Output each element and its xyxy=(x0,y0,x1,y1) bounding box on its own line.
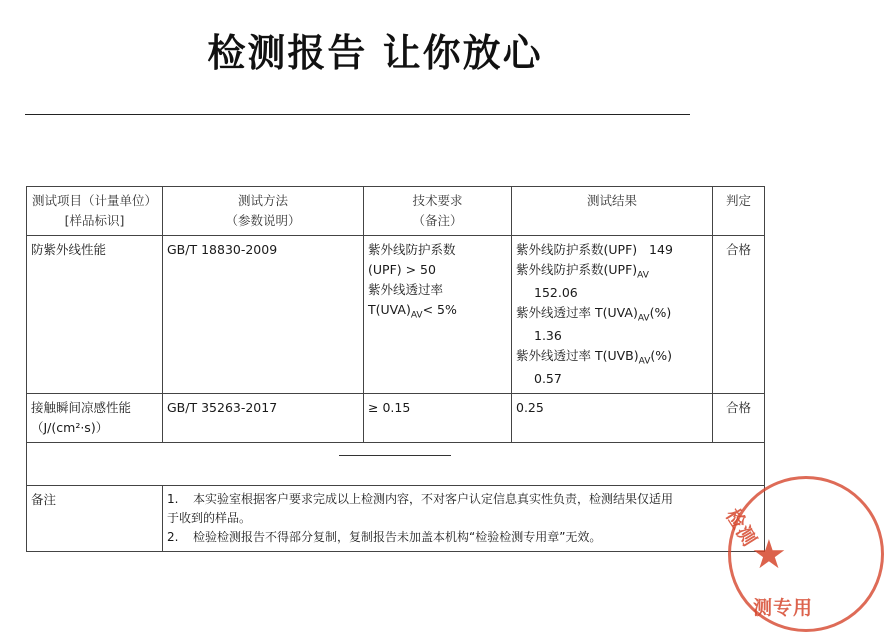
notes-row xyxy=(27,485,765,552)
cell-requirement: ≥ 0.15 xyxy=(364,393,512,442)
cell-result: 0.25 xyxy=(512,393,713,442)
end-of-results-line xyxy=(339,455,451,456)
page-title: 检测报告 让你放心 xyxy=(207,31,543,75)
cell-result: 紫外线防护系数(UPF) 149 紫外线防护系数$(UPF)_{AV}$ 152.06 紫外线透过率 $T(UVA)_{AV}(\%)$ 1.36 紫外线透过率 $T(UVB)_{AV}(\%)$ 0.57 xyxy=(512,236,713,394)
header-method: 测试方法 （参数说明） xyxy=(163,187,364,236)
table-row xyxy=(27,236,765,394)
end-of-results-cell xyxy=(27,442,765,485)
note-1: 1. 本实验室根据客户要求完成以上检测内容，不对客户认定信息真实性负责，检测结果仅适用 xyxy=(167,491,674,506)
cell-item: 防紫外线性能 xyxy=(27,236,163,394)
top-divider xyxy=(25,114,690,115)
header-verdict: 判定 xyxy=(713,187,765,236)
notes-content xyxy=(163,485,765,552)
cell-method: GB/T 35263-2017 xyxy=(163,393,364,442)
cell-verdict: 合格 xyxy=(713,393,765,442)
header-requirement: 技术要求 （备注） xyxy=(364,187,512,236)
star-icon: ★ xyxy=(751,532,787,578)
header-result: 测试结果 xyxy=(512,187,713,236)
cell-requirement: 紫外线防护系数 (UPF) > 50 紫外线透过率 $T(UVA)_{AV}< 5\%$ xyxy=(364,236,512,394)
inspection-seal-stamp: 检测 ★ 测专用 xyxy=(728,476,884,632)
table-row xyxy=(27,393,765,442)
table-divider-row xyxy=(27,442,765,485)
note-1-continued: 于收到的样品。 xyxy=(167,510,252,525)
report-table xyxy=(26,186,765,552)
cell-method: GB/T 18830-2009 xyxy=(163,236,364,394)
notes-label: 备注 xyxy=(27,485,163,552)
cell-verdict: 合格 xyxy=(713,236,765,394)
note-2: 2. 检验检测报告不得部分复制，复制报告未加盖本机构“检验检测专用章”无效。 xyxy=(167,530,602,545)
table-header-row xyxy=(27,187,765,236)
cell-item: 接触瞬间凉感性能 （J/(cm²·s)） xyxy=(27,393,163,442)
header-item: 测试项目（计量单位） [样品标识] xyxy=(27,187,163,236)
